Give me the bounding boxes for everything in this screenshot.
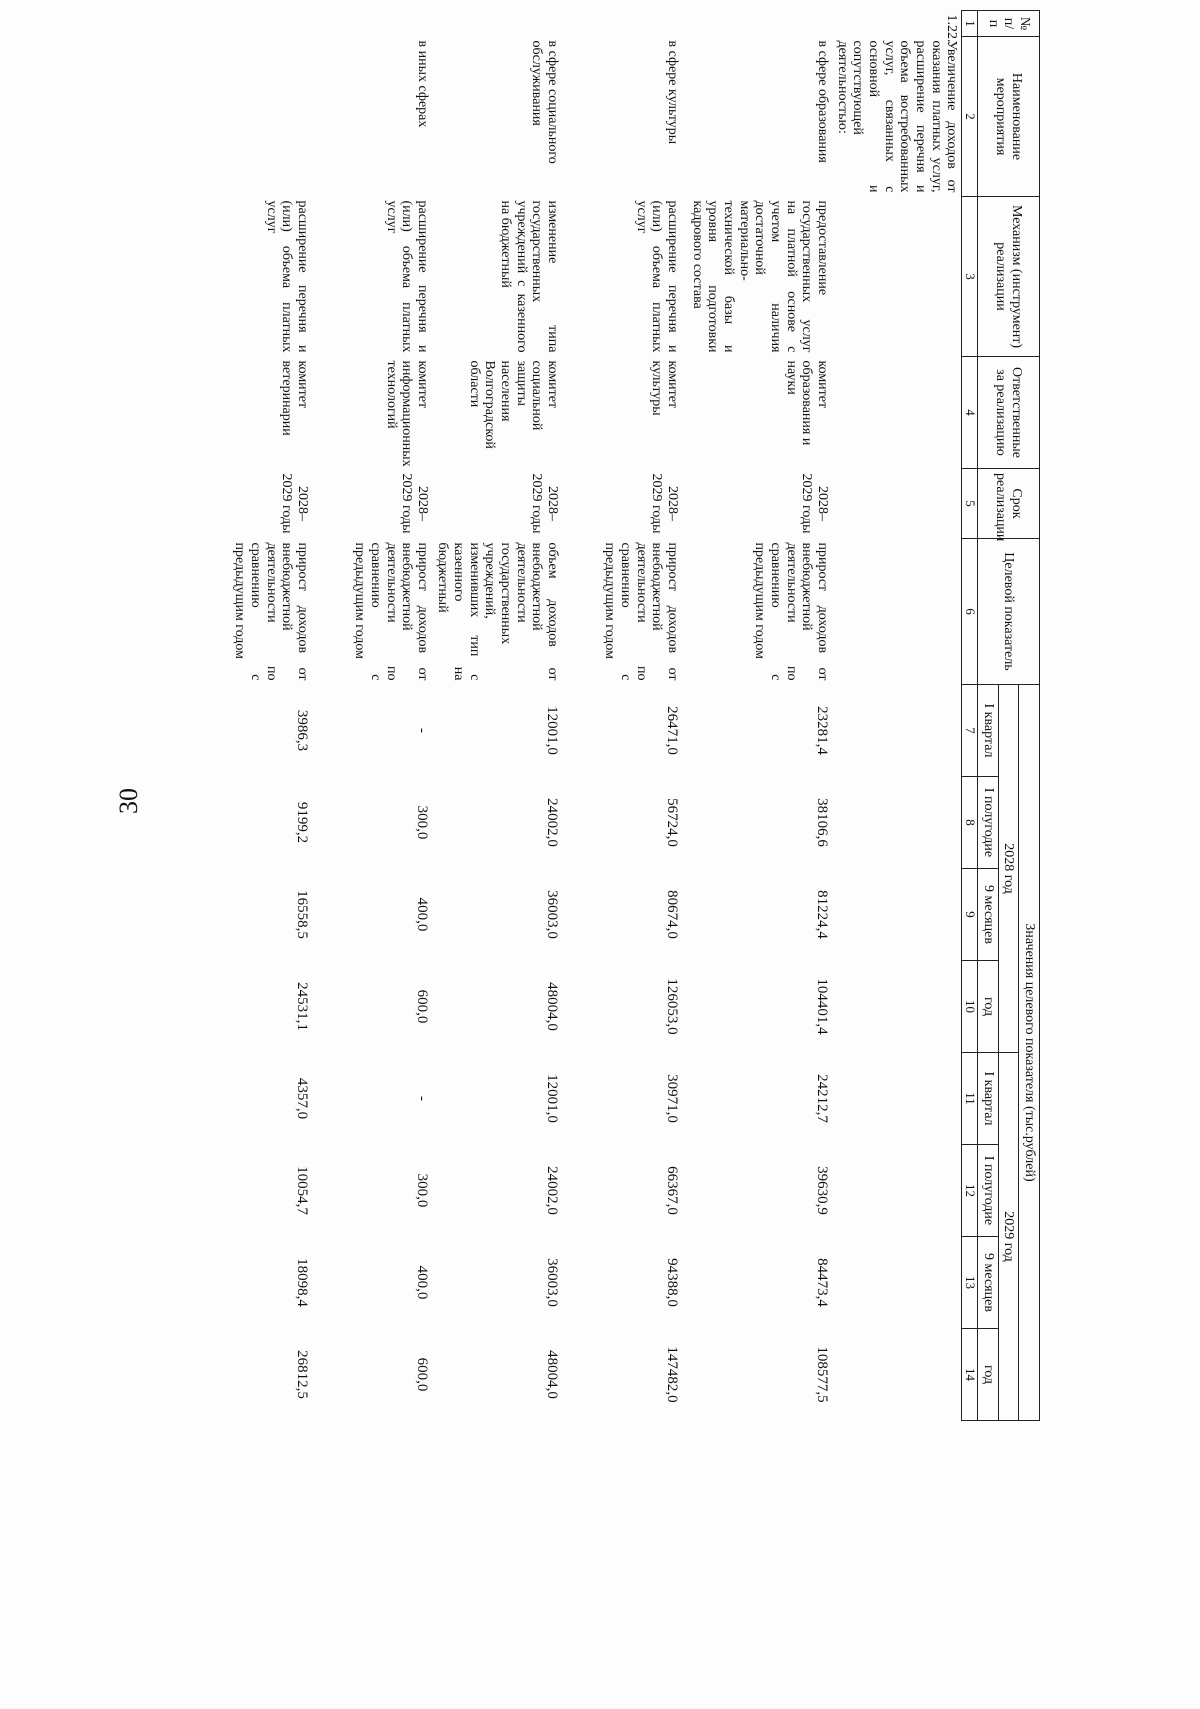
col-number: 5	[962, 469, 978, 539]
value-cell: 600,0	[414, 989, 431, 1024]
value-cell: 18098,4	[294, 1258, 311, 1307]
header-2028-h1: I полугодие	[977, 777, 998, 869]
row-mechanism: расширение перечня и (или) объема платных услуг	[383, 200, 431, 353]
value-cell: 12001,0	[544, 1074, 561, 1123]
value-cell: 10054,7	[294, 1166, 311, 1215]
value-cell: 9199,2	[294, 801, 311, 844]
header-2028-m9: 9 месяцев	[977, 869, 998, 961]
value-cell: 24531,1	[294, 982, 311, 1031]
col-number: 9	[962, 869, 978, 961]
empty-cell	[682, 11, 832, 37]
section-row	[832, 11, 962, 1421]
row-name: в иных сферах	[415, 40, 431, 128]
value-cell: 30971,0	[664, 1074, 681, 1123]
value-cell: 300,0	[414, 1173, 431, 1208]
header-year-2029: 2029 год	[998, 1053, 1019, 1421]
row-indicator: прирост доходов от внебюджетной деятельности по сравнению с предыдущим годом	[232, 542, 311, 681]
col-number: 8	[962, 777, 978, 869]
page-number: 30	[114, 788, 143, 814]
value-cell: 94388,0	[664, 1258, 681, 1307]
value-cell: 48004,0	[544, 1350, 561, 1399]
row-term: 2028–2029 годы	[279, 473, 311, 534]
table-row	[432, 11, 562, 1421]
col-number: 14	[962, 1329, 978, 1421]
row-responsible: комитет социальной защиты населения Волгоградской области	[466, 360, 561, 449]
section-title: Увеличение доходов от оказания платных услуг, расширение перечня и объема востребованных услуг, связанных с основной и сопутствующей деятельностью:	[834, 40, 960, 193]
value-cell: 24002,0	[544, 1166, 561, 1215]
header-2029-q1: I квартал	[977, 1053, 998, 1145]
value-cell: 56724,0	[664, 798, 681, 847]
header-2029-year: год	[977, 1329, 998, 1421]
value-cell: 23281,4	[814, 706, 831, 755]
value-cell: 80674,0	[664, 890, 681, 939]
row-mechanism: предоставление государственных услуг на платной основе с учетом наличия достаточной материально-технической базы и уровня подготовки кадрового состава	[689, 200, 831, 353]
value-cell: 16558,5	[294, 890, 311, 939]
col-number: 11	[962, 1053, 978, 1145]
value-cell: 36003,0	[544, 1258, 561, 1307]
col-number: 12	[962, 1145, 978, 1237]
header-year-2028: 2028 год	[998, 685, 1019, 1053]
header-2029-h1: I полугодие	[977, 1145, 998, 1237]
value-cell: 400,0	[414, 897, 431, 932]
row-name	[192, 37, 312, 197]
header-2029-m9: 9 месяцев	[977, 1237, 998, 1329]
header-name: Наименование мероприятия	[977, 37, 1039, 197]
table-row	[682, 11, 832, 1421]
value-cell: 24002,0	[544, 798, 561, 847]
row-mechanism: расширение перечня и (или) объема платных услуг	[263, 200, 311, 353]
row-responsible: комитет культуры	[649, 360, 681, 416]
value-cell: 24212,7	[814, 1074, 831, 1123]
table-row	[192, 11, 312, 1421]
table-row	[312, 11, 432, 1421]
row-name: в сфере культуры	[665, 40, 681, 145]
table-row	[562, 11, 682, 1421]
row-mechanism: изменение типа государственных учреждений с казенного на бюджетный	[498, 200, 561, 353]
row-mechanism: расширение перечня и (или) объема платных услуг	[633, 200, 681, 353]
header-responsible: Ответственные за реализацию	[977, 357, 1039, 469]
value-cell: 26471,0	[664, 706, 681, 755]
empty-cell	[432, 11, 562, 37]
row-indicator: прирост доходов от внебюджетной деятельности по сравнению с предыдущим годом	[602, 542, 681, 681]
value-cell: 104401,4	[814, 978, 831, 1035]
empty-cell	[312, 11, 432, 37]
indicator-table	[192, 10, 1040, 1421]
value-cell: 4357,0	[294, 1077, 311, 1120]
value-cell: 3986,3	[294, 709, 311, 752]
row-responsible: комитет информационных технологий	[383, 360, 431, 467]
empty-cell	[192, 11, 312, 37]
row-term: 2028–2029 годы	[649, 473, 681, 534]
value-cell: 36003,0	[544, 890, 561, 939]
section-spacer	[832, 197, 962, 1421]
header-values-group: Значения целевого показателя (тыс.рублей)	[1019, 685, 1040, 1421]
value-cell: 300,0	[414, 805, 431, 840]
value-cell: 38106,6	[814, 798, 831, 847]
row-indicator: объем доходов от внебюджетной деятельности государственных учреждений, изменивших тип с казенного на бюджетный	[435, 542, 561, 681]
value-cell: 48004,0	[544, 982, 561, 1031]
value-cell: 400,0	[414, 1265, 431, 1300]
row-term: 2028–2029 годы	[399, 473, 431, 534]
row-indicator: прирост доходов от внебюджетной деятельности по сравнению с предыдущим годом	[752, 542, 831, 681]
value-cell: 66367,0	[664, 1166, 681, 1215]
header-mechanism: Механизм (инструмент) реализации	[977, 197, 1039, 357]
col-number: 2	[962, 37, 978, 197]
value-cell: 147482,0	[664, 1346, 681, 1403]
row-responsible: комитет ветеринарии	[279, 360, 311, 436]
value-cell: -	[414, 1096, 431, 1101]
row-responsible: комитет образования и науки	[783, 360, 831, 446]
value-cell: 26812,5	[294, 1350, 311, 1399]
col-number: 3	[962, 197, 978, 357]
col-number: 6	[962, 539, 978, 685]
section-number: 1.22.	[944, 14, 960, 43]
header-2028-q1: I квартал	[977, 685, 998, 777]
row-term: 2028–2029 годы	[529, 473, 561, 534]
value-cell: 600,0	[414, 1357, 431, 1392]
col-number: 4	[962, 357, 978, 469]
value-cell: 126053,0	[664, 978, 681, 1035]
value-cell: 12001,0	[544, 706, 561, 755]
row-name: в сфере социального обслуживания	[529, 40, 561, 164]
row-term: 2028–2029 годы	[799, 473, 831, 534]
header-term: Срок реализации	[977, 469, 1039, 539]
header-2028-year: год	[977, 961, 998, 1053]
value-cell: 108577,5	[814, 1346, 831, 1403]
empty-cell	[562, 11, 682, 37]
row-name: в сфере образования	[815, 40, 831, 163]
value-cell: 81224,4	[814, 890, 831, 939]
col-number: 10	[962, 961, 978, 1053]
row-indicator: прирост доходов от внебюджетной деятельности по сравнению с предыдущим годом	[352, 542, 431, 681]
header-num: № п/п	[977, 11, 1039, 37]
col-number: 1	[962, 11, 978, 37]
value-cell: 84473,4	[814, 1258, 831, 1307]
header-indicator: Целевой показатель	[977, 539, 1039, 685]
value-cell: 39630,9	[814, 1166, 831, 1215]
col-number: 7	[962, 685, 978, 777]
value-cell: -	[414, 728, 431, 733]
col-number: 13	[962, 1237, 978, 1329]
